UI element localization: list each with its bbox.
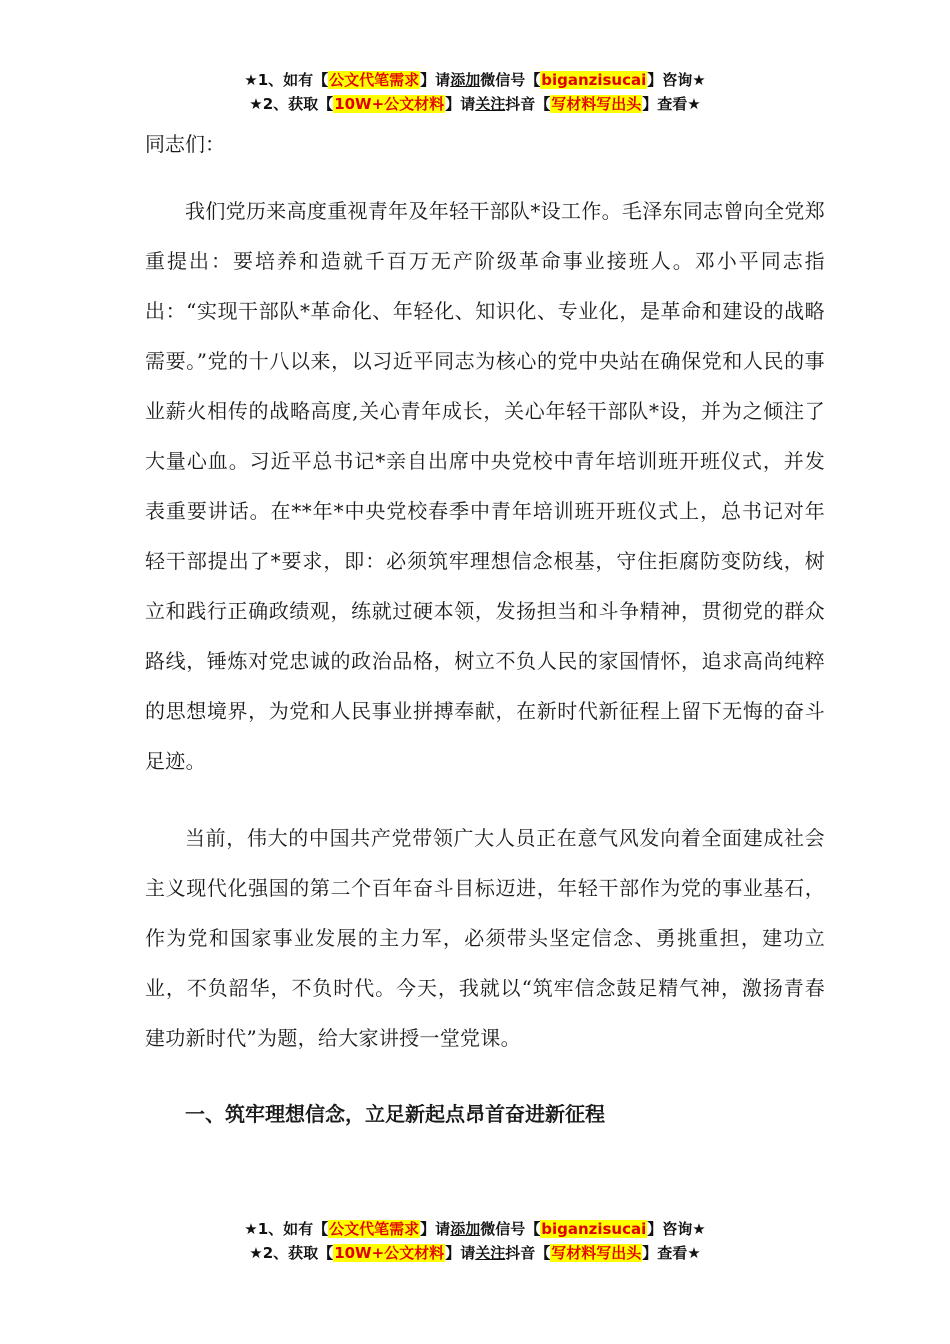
promo-line-1: ★1、如有【公文代笔需求】请添加微信号【biganzisucai】咨询★ [244, 71, 706, 89]
underlined-text: 添加 [450, 71, 481, 89]
underlined-text: 关注 [475, 95, 506, 113]
promo-banner-top [0, 68, 950, 116]
highlight-text: 公文代笔需求 [329, 71, 420, 89]
highlight-text: biganzisucai [541, 1220, 647, 1238]
section-heading: 一、筑牢理想信念，立足新起点昂首奋进新征程 [185, 1102, 605, 1126]
star-icon: ★ [244, 71, 258, 89]
document-body [145, 128, 825, 1139]
underlined-text: 关注 [475, 1244, 506, 1262]
star-icon: ★ [249, 95, 263, 113]
highlight-text: 写材料写出头 [551, 95, 642, 113]
promo-banner-bottom [0, 1217, 950, 1265]
highlight-text: 写材料写出头 [551, 1244, 642, 1262]
paragraph: 我们党历来高度重视青年及年轻干部队*设工作。毛泽东同志曾向全党郑重提出：要培养和造就千百万无产阶级革命事业接班人。邓小平同志指出：“实现干部队*革命化、年轻化、知识化、专业化，是革命和建设的战略需要。”党的十八以来，以习近平同志为核心的党中央站在确保党和人民的事业薪火相传的战略高度,关心青年成长，关心年轻干部队*设，并为之倾注了大量心血。习近平总书记*亲自出席中央党校中青年培训班开班仪式，并发表重要讲话。在**年*中央党校春季中青年培训班开班仪式上，总书记对年轻干部提出了*要求，即：必须筑牢理想信念根基，守住拒腐防变防线，树立和践行正确政绩观，练就过硬本领，发扬担当和斗争精神，贯彻党的群众路线，锤炼对党忠诚的政治品格，树立不负人民的家国情怀，追求高尚纯粹的思想境界，为党和人民事业拼搏奉献，在新时代新征程上留下无悔的奋斗足迹。 [145, 199, 825, 773]
star-icon: ★ [244, 1220, 258, 1238]
promo-line-2: ★2、获取【10W+公文材料】请关注抖音【写材料写出头】查看★ [249, 95, 701, 113]
underlined-text: 添加 [450, 1220, 481, 1238]
star-icon: ★ [249, 1244, 263, 1262]
salutation: 同志们： [145, 132, 225, 156]
highlight-text: 10W+公文材料 [334, 1244, 445, 1262]
highlight-text: 公文代笔需求 [329, 1220, 420, 1238]
promo-line-1: ★1、如有【公文代笔需求】请添加微信号【biganzisucai】咨询★ [244, 1220, 706, 1238]
highlight-text: 10W+公文材料 [334, 95, 445, 113]
paragraph: 当前，伟大的中国共产党带领广大人员正在意气风发向着全面建成社会主义现代化强国的第二个百年奋斗目标迈进，年轻干部作为党的事业基石，作为党和国家事业发展的主力军，必须带头坚定信念、勇挑重担，建功立业，不负韶华，不负时代。今天，我就以“筑牢信念鼓足精气神，激扬青春建功新时代”为题，给大家讲授一堂党课。 [145, 826, 825, 1050]
promo-line-2: ★2、获取【10W+公文材料】请关注抖音【写材料写出头】查看★ [249, 1244, 701, 1262]
highlight-text: biganzisucai [541, 71, 647, 89]
